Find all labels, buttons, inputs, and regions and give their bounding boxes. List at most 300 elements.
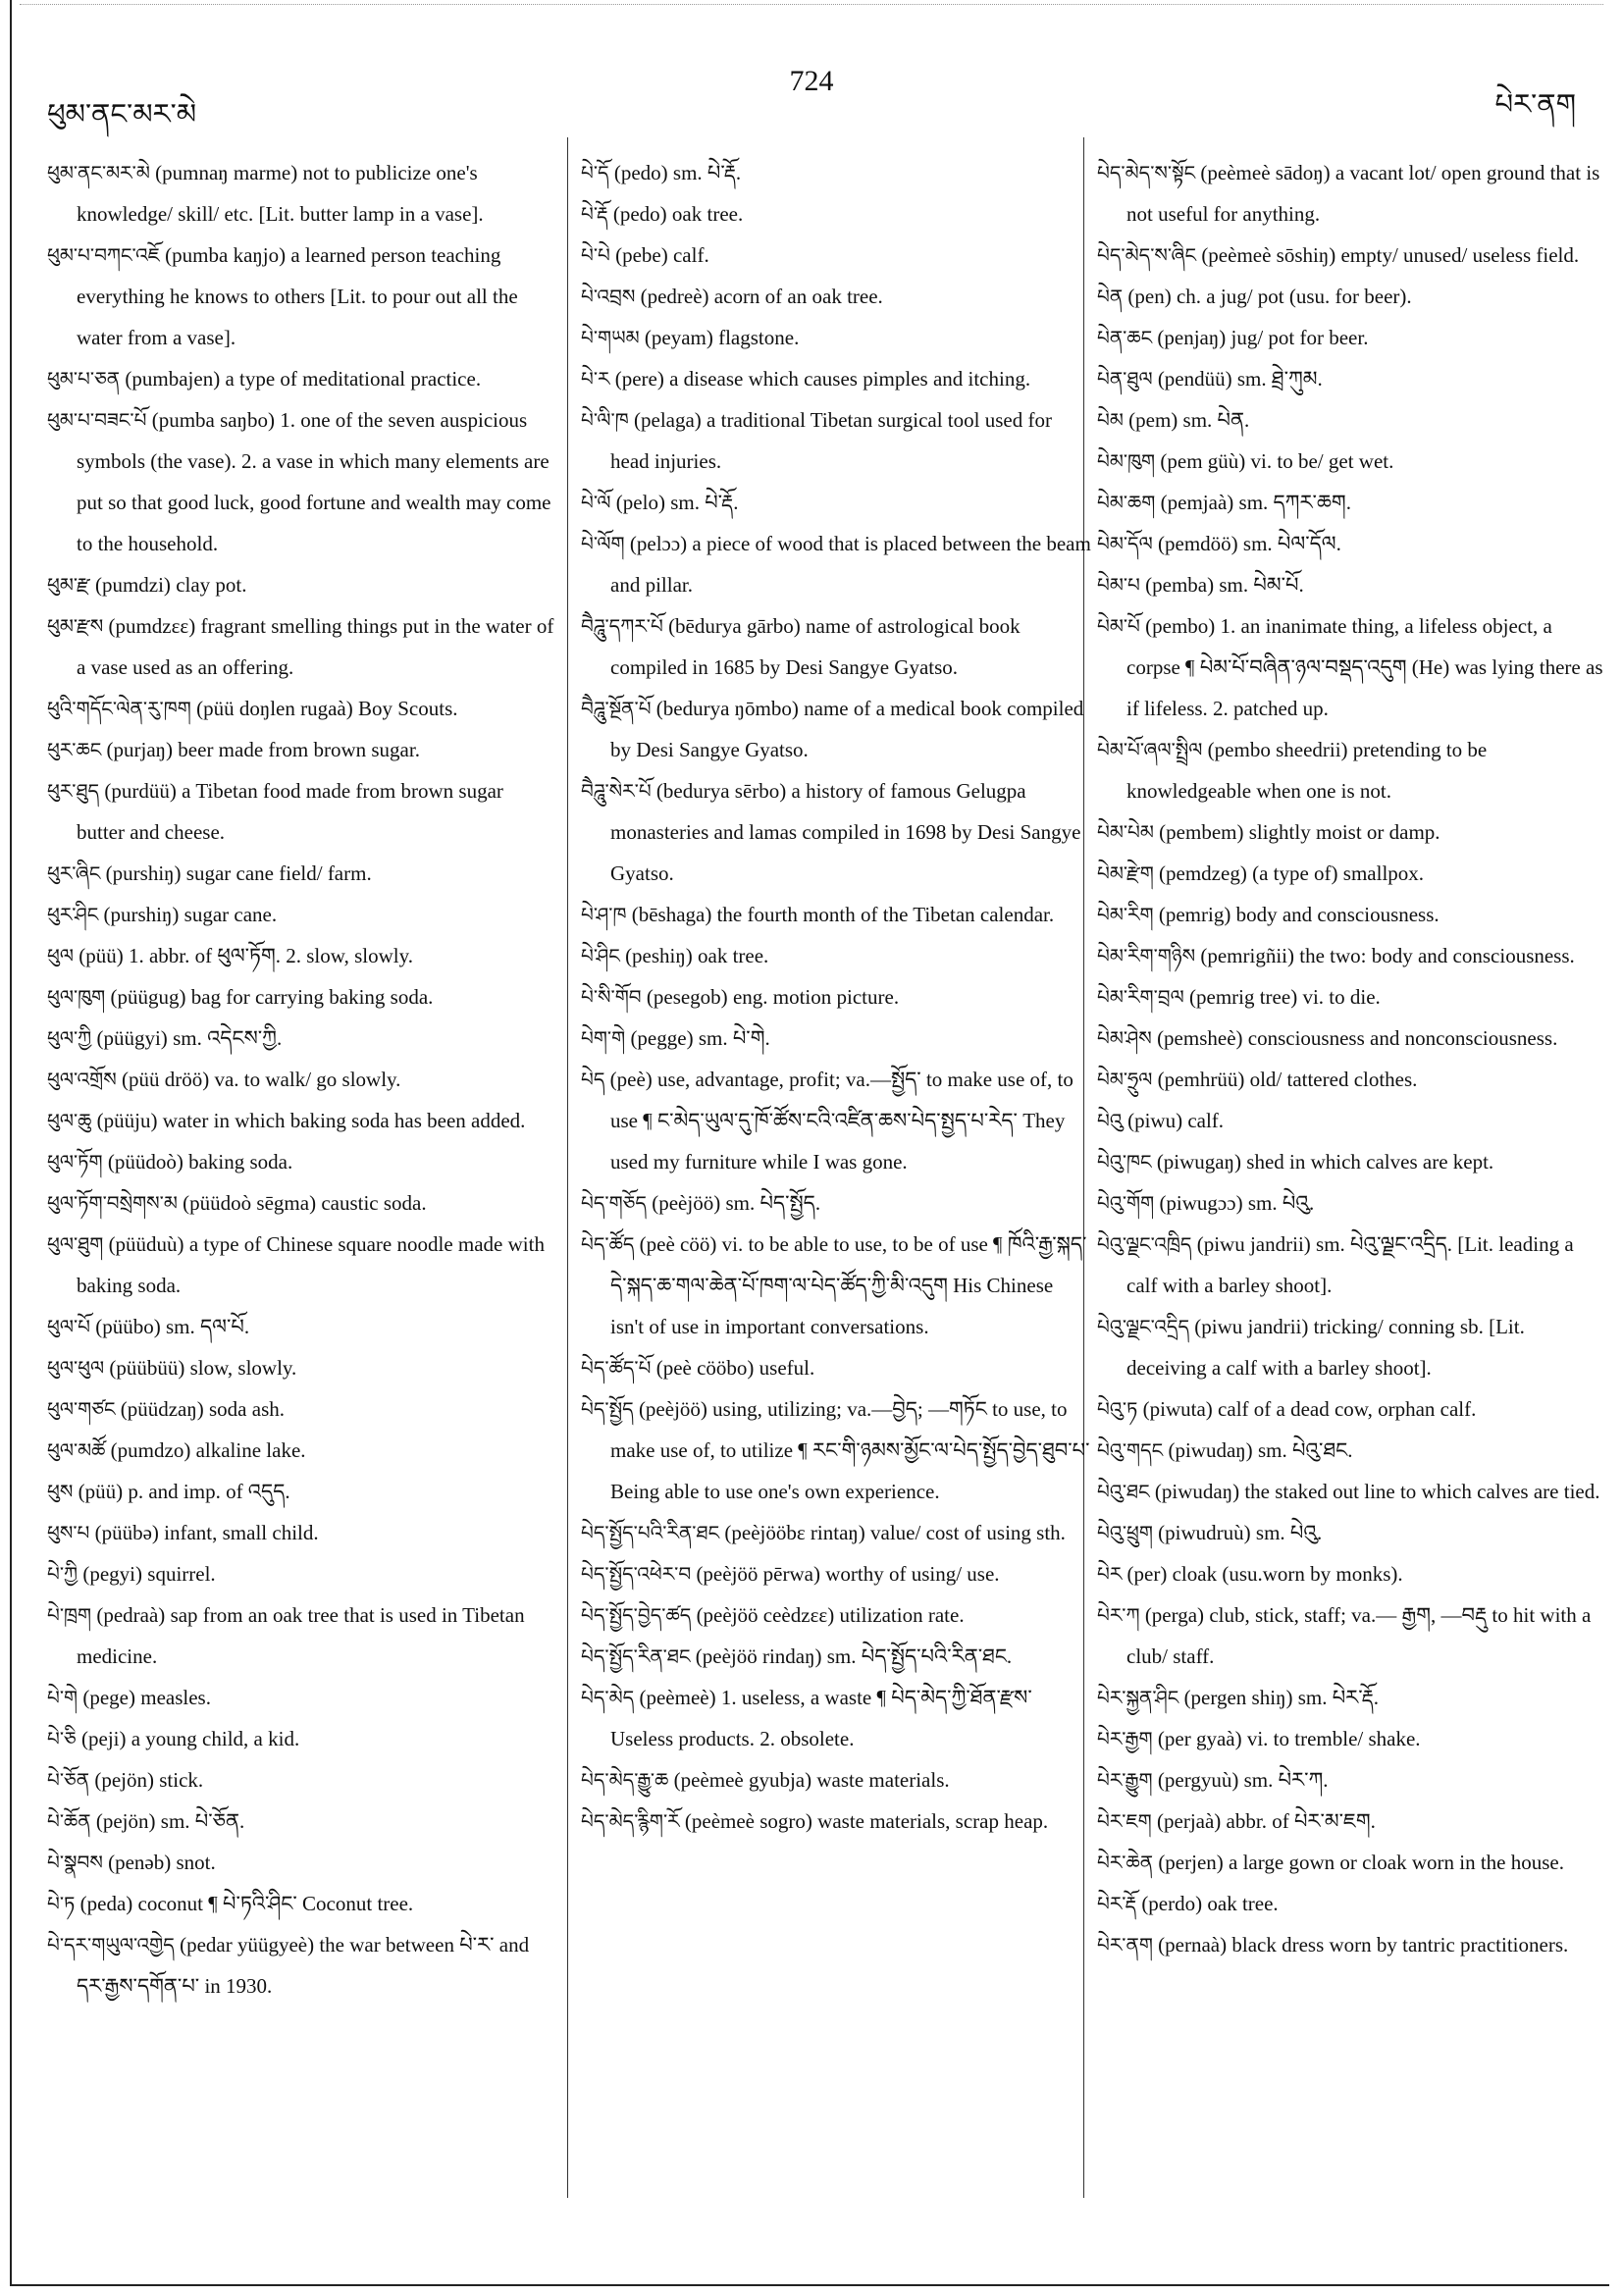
entry-headword: པེར་ཀ (1097, 1603, 1140, 1627)
entry-headword: པེམ་ཁུག (1097, 449, 1156, 473)
entry-definition: consciousness and nonconsciousness. (1247, 1026, 1558, 1050)
entry-headword: པེའུ་ལྗང་འདྲིད (1097, 1315, 1190, 1338)
dictionary-entry (1097, 1800, 1607, 1842)
dictionary-entry (47, 358, 555, 399)
dictionary-entry (47, 399, 555, 564)
entry-transliteration: (pedo) (612, 202, 667, 226)
entry-transliteration: (peè) (609, 1068, 653, 1091)
entry-headword: པེར་ཇག (1097, 1809, 1152, 1833)
entry-transliteration: (pemrigñii) (1200, 944, 1294, 967)
entry-transliteration: (piwudaŋ) (1154, 1480, 1240, 1503)
entry-definition: beer made from brown sugar. (178, 738, 420, 761)
dictionary-entry (581, 894, 1091, 935)
dictionary-entry (47, 1224, 555, 1306)
entry-transliteration: (pebe) (615, 243, 668, 267)
entry-headword: པེ་སི་གོབ (581, 985, 642, 1009)
entry-definition: old/ tattered clothes. (1249, 1068, 1418, 1091)
entry-definition: a type of meditational practice. (225, 367, 482, 391)
entry-headword: ཕུལ (47, 944, 74, 967)
entry-headword: པེར་ཆེན (1097, 1851, 1154, 1874)
entry-definition: sm. པེ་རྡོ. (670, 491, 739, 514)
dictionary-entry (1097, 1182, 1607, 1224)
entry-transliteration: (bedurya ŋōmbo) (655, 697, 799, 720)
page-header (0, 61, 1623, 130)
dictionary-entry (1097, 564, 1607, 605)
entry-transliteration: (pernaà) (1158, 1933, 1228, 1957)
entry-headword: ཕུམ་པ་བཟང་པོ (47, 408, 147, 432)
entry-transliteration: (peèjöö rindaŋ) (695, 1644, 822, 1668)
dictionary-entry (47, 688, 555, 729)
entry-headword: པེམ་པེམ (1097, 820, 1154, 844)
dictionary-entry (581, 399, 1091, 482)
guide-word-right: པེར་ནག (1494, 87, 1576, 121)
entry-transliteration: (püüdoò sēgma) (183, 1191, 317, 1215)
entry-transliteration: (püügyi) (96, 1026, 168, 1050)
entry-definition: abbr. of པེར་མ་ཇག. (1226, 1809, 1376, 1833)
dictionary-entry (581, 688, 1091, 770)
dictionary-entry (1097, 1883, 1607, 1924)
entry-definition: stick. (159, 1768, 204, 1792)
entry-transliteration: (penjaŋ) (1157, 326, 1227, 349)
entry-transliteration: (piwuta) (1142, 1397, 1213, 1421)
dictionary-entry (1097, 894, 1607, 935)
entry-headword: པེ་དར་གཡུལ་འགྱེད (47, 1933, 175, 1957)
entry-transliteration: (piwugɔɔ) (1159, 1191, 1243, 1215)
entry-definition: jug/ pot for beer. (1230, 326, 1369, 349)
dictionary-entry (581, 482, 1091, 523)
entry-transliteration: (pendüü) (1157, 367, 1232, 391)
dictionary-entry (47, 605, 555, 688)
dictionary-entry (47, 1594, 555, 1677)
dictionary-entry (47, 1182, 555, 1224)
entry-transliteration: (pem güù) (1160, 449, 1246, 473)
entry-headword: པེམ་ཆག (1097, 491, 1156, 514)
entry-definition: coconut ¶ པེ་ཏའི་ཤིང་ Coconut tree. (137, 1892, 414, 1915)
entry-definition: sm. འདེངས་ཀྱི. (173, 1026, 283, 1050)
entry-definition: a vacant lot/ open ground that is not useful for anything. (1126, 161, 1600, 226)
entry-headword: པེ་གེ (47, 1686, 79, 1709)
page-number: 724 (789, 65, 834, 97)
entry-definition: sugar cane. (183, 903, 278, 926)
entry-headword: ཕུར་ཞིང (47, 861, 101, 885)
entry-definition: slow, slowly. (189, 1356, 297, 1380)
entry-definition: empty/ unused/ useless field. (1340, 243, 1580, 267)
entry-definition: cloak (usu.worn by monks). (1172, 1562, 1403, 1586)
entry-headword: པེམ་རིག (1097, 903, 1154, 926)
dictionary-entry (47, 1718, 555, 1759)
entry-definition: the fourth month of the Tibetan calendar. (716, 903, 1055, 926)
entry-definition: acorn of an oak tree. (713, 285, 883, 308)
entry-transliteration: (pere) (614, 367, 664, 391)
entry-headword: པེ་སྣབས (47, 1851, 103, 1874)
dictionary-entry (1097, 523, 1607, 564)
entry-transliteration: (püüduù) (108, 1232, 184, 1256)
entry-transliteration: (pejön) (94, 1768, 154, 1792)
entry-definition: sm. པེ་ཅོན. (160, 1809, 245, 1833)
entry-definition: body and consciousness. (1235, 903, 1440, 926)
dictionary-entry (581, 152, 1091, 193)
entry-transliteration: (penəb) (108, 1851, 172, 1874)
entry-definition: name of astrological book compiled in 1685 by Desi Sangye Gyatso. (610, 614, 1021, 679)
entry-headword: པེ་ཆོན (47, 1809, 91, 1833)
entry-headword: ཕུར་ཆང (47, 738, 102, 761)
entry-transliteration: (peèmeè) (639, 1686, 716, 1709)
entry-transliteration: (perjaà) (1157, 1809, 1222, 1833)
entry-headword: པེམ་རྫེག (1097, 861, 1154, 885)
entry-transliteration: (püüdzaŋ) (120, 1397, 204, 1421)
entry-headword: པེ་གཡམ (581, 326, 640, 349)
entry-transliteration: (piwudaŋ) (1168, 1438, 1253, 1462)
entry-definition: a young child, a kid. (131, 1727, 300, 1750)
entry-definition: club, stick, staff; va.— རྒྱག, —བརྡུ to hit with a club/ staff. (1126, 1603, 1592, 1668)
entry-transliteration: (pedraà) (96, 1603, 166, 1627)
entry-definition: sm. པེར་རྡོ. (1297, 1686, 1380, 1709)
entry-transliteration: (bēshaga) (631, 903, 712, 926)
dictionary-entry (1097, 1224, 1607, 1306)
entry-transliteration: (peèjööbɛ rintaŋ) (724, 1521, 865, 1544)
entry-transliteration: (peda) (79, 1892, 133, 1915)
entry-transliteration: (pege) (82, 1686, 135, 1709)
entry-definition: a Tibetan food made from brown sugar butter and cheese. (77, 779, 503, 844)
entry-transliteration: (püübo) (95, 1315, 161, 1338)
entry-headword: པེན་ཐུལ (1097, 367, 1153, 391)
entry-definition: baking soda. (188, 1150, 293, 1174)
dictionary-entry (1097, 729, 1607, 811)
entry-headword: ཕུམ་རྫ (47, 573, 90, 597)
entry-headword: ཕུལ་ཐུག (47, 1232, 104, 1256)
dictionary-entry (47, 1430, 555, 1471)
dictionary-entry (1097, 235, 1607, 276)
dictionary-entry (581, 1018, 1091, 1059)
entry-definition: useful. (759, 1356, 815, 1380)
entry-transliteration: (purdüü) (104, 779, 177, 803)
dictionary-entry (47, 152, 555, 235)
entry-headword: ཕུས་པ (47, 1521, 90, 1544)
left-margin-rule (10, 0, 12, 2286)
entry-transliteration: (bedurya sērbo) (655, 779, 787, 803)
dictionary-entry (47, 1677, 555, 1718)
dictionary-entry (581, 770, 1091, 894)
column-2 (581, 152, 1091, 1842)
entry-definition: use, advantage, profit; va.—སྤྱོད་ to make use of, to use ¶ ང་མེད་ཡུལ་དུ་ཁོ་ཚོས་ངའི་འཛིན་ཆས་པེད་སྤྱད་པ་རེད་ They used my furniture while I was gone. (610, 1068, 1073, 1174)
entry-transliteration: (peèjöö) (638, 1397, 707, 1421)
dictionary-entry (581, 1594, 1091, 1636)
entry-transliteration: (purshiŋ) (103, 903, 180, 926)
entry-headword: པེམ་པ (1097, 573, 1140, 597)
entry-definition: utilization rate. (839, 1603, 965, 1627)
entry-transliteration: (pumdzi) (94, 573, 171, 597)
entry-headword: བཻཌཱུ་སེར་པོ (581, 779, 652, 803)
entry-transliteration: (bēdurya gārbo) (668, 614, 801, 638)
dictionary-entry (47, 1100, 555, 1141)
dictionary-entry (581, 1224, 1091, 1347)
dictionary-entry (1097, 1100, 1607, 1141)
dictionary-entry (581, 605, 1091, 688)
entry-definition: sm. པེའུ་ཐང. (1257, 1438, 1353, 1462)
entry-definition: 1. an inanimate thing, a lifeless object, a corpse ¶ པེམ་པོ་བཞིན་ཉལ་བསྡད་འདུག (He) was lying there as if lifeless. 2. patched up. (1126, 614, 1603, 720)
entry-headword: པེར (1097, 1562, 1123, 1586)
dictionary-entry (1097, 1388, 1607, 1430)
entry-headword: ཕུར་ཤིང (47, 903, 99, 926)
entry-definition: vi. to be/ get wet. (1250, 449, 1394, 473)
entry-headword: པེ་དོ (581, 161, 609, 184)
dictionary-entry (1097, 1471, 1607, 1512)
entry-transliteration: (püü) (78, 1480, 124, 1503)
entry-transliteration: (perjen) (1158, 1851, 1224, 1874)
dictionary-entry (47, 1924, 555, 2007)
entry-transliteration: (pumnaŋ marme) (155, 161, 298, 184)
dictionary-entry (47, 894, 555, 935)
top-dotted-rule (20, 4, 1603, 5)
entry-headword: པེམ་རིག་བྲལ (1097, 985, 1184, 1009)
dictionary-entry (1097, 1553, 1607, 1594)
entry-transliteration: (peyam) (644, 326, 713, 349)
entry-definition: sm. པེ་གེ. (698, 1026, 770, 1050)
entry-headword: པེད་མེད་རྙིག་རོ (581, 1809, 680, 1833)
entry-transliteration: (peji) (81, 1727, 127, 1750)
dictionary-entry (1097, 482, 1607, 523)
entry-headword: པེ་ལོ (581, 491, 611, 514)
entry-transliteration: (per gyaà) (1157, 1727, 1242, 1750)
entry-headword: པེར་རྡོ (1097, 1892, 1137, 1915)
dictionary-entry (1097, 276, 1607, 317)
entry-transliteration: (pem) (1128, 408, 1178, 432)
dictionary-entry (47, 1842, 555, 1883)
entry-definition: 1. abbr. of ཕུལ་ཏོག. 2. slow, slowly. (128, 944, 413, 967)
entry-transliteration: (piwudruù) (1158, 1521, 1251, 1544)
entry-definition: sm. པེའུ. (1247, 1191, 1315, 1215)
entry-transliteration: (peèmeè sogro) (684, 1809, 812, 1833)
dictionary-entry (581, 235, 1091, 276)
entry-headword: ཕུའི་གདོང་ལེན་རུ་ཁག (47, 697, 191, 720)
entry-definition: sm. པེན. (1182, 408, 1250, 432)
dictionary-entry (1097, 1512, 1607, 1553)
entry-definition: the two: body and consciousness. (1299, 944, 1575, 967)
entry-definition: a history of famous Gelugpa monasteries and lamas compiled in 1698 by Desi Sangye Gyatso. (610, 779, 1081, 885)
entry-definition: the staked out line to which calves are tied. (1244, 1480, 1600, 1503)
dictionary-entry (581, 1677, 1091, 1759)
entry-definition: oak tree. (698, 944, 769, 967)
entry-definition: sap from an oak tree that is used in Tibetan medicine. (77, 1603, 525, 1668)
entry-headword: པེ་ཏ (47, 1892, 76, 1915)
entry-headword: པེ་ཤ་ཁ (581, 903, 627, 926)
dictionary-entry (1097, 1677, 1607, 1718)
column-1 (47, 152, 555, 2007)
entry-transliteration: (pemdzeg) (1159, 861, 1247, 885)
entry-transliteration: (pedreè) (640, 285, 709, 308)
entry-definition: ch. a jug/ pot (usu. for beer). (1176, 285, 1412, 308)
entry-transliteration: (püüdoò) (107, 1150, 183, 1174)
entry-headword: ཕུལ་ཀྱི (47, 1026, 92, 1050)
entry-transliteration: (purjaŋ) (106, 738, 174, 761)
entry-headword: པེད་སྤྱོད་པའི་རིན་ཐང (581, 1521, 720, 1544)
entry-headword: པེར་ནག (1097, 1933, 1153, 1957)
entry-definition: slightly moist or damp. (1248, 820, 1440, 844)
entry-definition: value/ cost of using sth. (870, 1521, 1066, 1544)
entry-headword: བཻཌཱུ་སྔོན་པོ (581, 697, 652, 720)
entry-transliteration: (pumba kaŋjo) (165, 243, 287, 267)
dictionary-entry (581, 1182, 1091, 1224)
entry-transliteration: (peèjöö ceèdzɛɛ) (696, 1603, 835, 1627)
entry-definition: oak tree. (671, 202, 744, 226)
dictionary-entry (47, 235, 555, 358)
entry-headword: ཕུལ་ཁུག (47, 985, 106, 1009)
dictionary-entry (1097, 358, 1607, 399)
dictionary-entry (47, 564, 555, 605)
entry-headword: པེད་ཚོད (581, 1232, 635, 1256)
entry-transliteration: (pemsheè) (1157, 1026, 1243, 1050)
entry-definition: a type of Chinese square noodle made with baking soda. (77, 1232, 545, 1297)
entry-definition: sm. པེད་སྤྱོད་པའི་རིན་ཐང. (826, 1644, 1013, 1668)
entry-definition: worthy of using/ use. (825, 1562, 1000, 1586)
entry-transliteration: (pemrig) (1158, 903, 1231, 926)
entry-headword: པེ་རྡོ (581, 202, 608, 226)
dictionary-entry (1097, 811, 1607, 853)
entry-definition: a large gown or cloak worn in the house. (1229, 1851, 1564, 1874)
entry-headword: པེག་གེ (581, 1026, 626, 1050)
entry-headword: པེན་ཆང (1097, 326, 1153, 349)
dictionary-entry (581, 358, 1091, 399)
entry-headword: པེད་གཅོད (581, 1191, 647, 1215)
entry-headword: པེད་སྤྱོད་རིན་ཐང (581, 1644, 691, 1668)
entry-definition: Boy Scouts. (358, 697, 458, 720)
entry-headword: པེམ་དོལ (1097, 532, 1153, 555)
entry-transliteration: (pejön) (95, 1809, 156, 1833)
entry-headword: པེ་ཁྲག (47, 1603, 92, 1627)
dictionary-entry (1097, 1718, 1607, 1759)
entry-transliteration: (pegyi) (82, 1562, 143, 1586)
entry-definition: sm. པེད་སྤྱོད. (725, 1191, 821, 1215)
entry-definition: water in which baking soda has been added. (162, 1109, 526, 1132)
dictionary-entry (1097, 1594, 1607, 1677)
entry-headword: པེམ་རིག་གཉིས (1097, 944, 1196, 967)
entry-headword: པེ་ཅོན (47, 1768, 90, 1792)
dictionary-entry (47, 935, 555, 976)
dictionary-entry (581, 1512, 1091, 1553)
entry-transliteration: (pemhrüü) (1157, 1068, 1245, 1091)
entry-transliteration: (püüju) (96, 1109, 158, 1132)
entry-headword: ཕུར་ཐུད (47, 779, 100, 803)
entry-transliteration: (püübə) (94, 1521, 159, 1544)
entry-definition: shed in which calves are kept. (1246, 1150, 1494, 1174)
entry-headword: པེ་ལོག (581, 532, 625, 555)
entry-headword: པེམ་ཧྲུལ (1097, 1068, 1153, 1091)
dictionary-entry (1097, 1430, 1607, 1471)
entry-definition: vi. to tremble/ shake. (1246, 1727, 1421, 1750)
entry-definition: sm. པེམ་པོ. (1219, 573, 1304, 597)
entry-headword: པེ་ཅི (47, 1727, 77, 1750)
dictionary-entry (47, 1759, 555, 1800)
entry-headword: པེ་ཀྱི (47, 1562, 79, 1586)
dictionary-entry (1097, 1759, 1607, 1800)
dictionary-entry (47, 1512, 555, 1553)
entry-definition: sm. པེའུ་ལྗང་འདྲིད. [Lit. leading a calf with a barley shoot]. (1126, 1232, 1574, 1297)
entry-headword: པེའུ་ཕྲུག (1097, 1521, 1153, 1544)
entry-definition: name of a medical book compiled by Desi Sangye Gyatso. (610, 697, 1084, 761)
dictionary-entry (47, 853, 555, 894)
entry-definition: sm. པེལ་དོལ. (1242, 532, 1341, 555)
entry-definition: not to publicize one's knowledge/ skill/ etc. [Lit. butter lamp in a vase]. (77, 161, 484, 226)
entry-definition: pretending to be knowledgeable when one is not. (1126, 738, 1488, 803)
entry-headword: པེའུ་ཏ (1097, 1397, 1138, 1421)
entry-definition: calf. (672, 243, 709, 267)
entry-definition: vi. to be able to use, to be of use ¶ ཁོའི་རྒྱ་སྐད་དེ་སྐད་ཆ་གལ་ཆེན་པོ་ཁག་ལ་པེད་ཚོད་ཀྱི་མི་འདུག His Chinese isn't of use in important conversations. (610, 1232, 1087, 1338)
dictionary-entry (47, 976, 555, 1018)
entry-transliteration: (pembem) (1159, 820, 1244, 844)
entry-definition: sm. པེའུ. (1255, 1521, 1323, 1544)
column-divider (567, 137, 568, 2198)
entry-headword: པེད་སྤྱོད་བྱེད་ཚད (581, 1603, 692, 1627)
entry-definition: alkaline lake. (195, 1438, 306, 1462)
entry-transliteration: (pumdzo) (110, 1438, 191, 1462)
entry-headword: པེ་པེ (581, 243, 610, 267)
entry-transliteration: (peèmeè gyubja) (673, 1768, 812, 1792)
dictionary-entry (47, 1471, 555, 1512)
dictionary-entry (1097, 605, 1607, 729)
entry-headword: པེ་ར (581, 367, 610, 391)
entry-transliteration: (piwugaŋ) (1156, 1150, 1242, 1174)
entry-headword: པེམ (1097, 408, 1124, 432)
entry-definition: sm. པེ་རྡོ. (672, 161, 742, 184)
entry-transliteration: (piwu) (1127, 1109, 1183, 1132)
column-3 (1097, 152, 1607, 1965)
entry-transliteration: (peè cööbo) (655, 1356, 755, 1380)
entry-transliteration: (püübüü) (109, 1356, 185, 1380)
dictionary-entry (581, 1636, 1091, 1677)
entry-definition: sm. པེར་ཀ. (1243, 1768, 1329, 1792)
entry-transliteration: (pembo sheedrii) (1207, 738, 1348, 761)
entry-transliteration: (pembo) (1145, 614, 1216, 638)
dictionary-entry (581, 1553, 1091, 1594)
dictionary-entry (47, 1388, 555, 1430)
entry-headword: པེའུ་ཁང (1097, 1150, 1152, 1174)
entry-definition: va. to walk/ go slowly. (214, 1068, 401, 1091)
entry-headword: པེད་ཚོད་པོ (581, 1356, 652, 1380)
entry-headword: པེ་ཤིང (581, 944, 620, 967)
entry-transliteration: (perdo) (1141, 1892, 1203, 1915)
entry-headword: ཕུལ་ཏོག་བསྲེགས་མ (47, 1191, 178, 1215)
entry-transliteration: (pemjaà) (1160, 491, 1234, 514)
entry-definition: oak tree. (1207, 1892, 1279, 1915)
entry-headword: བཻཌཱུ་དཀར་པོ (581, 614, 663, 638)
dictionary-entry (1097, 1141, 1607, 1182)
entry-headword: པེའུ་གདང (1097, 1438, 1164, 1462)
entry-headword: པེད་མེད་རྒྱུ་ཆ (581, 1768, 669, 1792)
entry-headword: པེའུ་ལྗང་འཁྲིད (1097, 1232, 1192, 1256)
dictionary-entry (1097, 1924, 1607, 1965)
dictionary-entry (581, 193, 1091, 235)
dictionary-entry (1097, 152, 1607, 235)
entry-definition: a piece of wood that is placed between the beam and pillar. (610, 532, 1091, 597)
entry-definition: a disease which causes pimples and itching. (669, 367, 1031, 391)
dictionary-entry (1097, 1842, 1607, 1883)
entry-definition: sm. དལ་པོ. (165, 1315, 250, 1338)
dictionary-entry (47, 770, 555, 853)
entry-headword: པེམ་པོ (1097, 614, 1140, 638)
entry-transliteration: (püü dröö) (121, 1068, 210, 1091)
entry-transliteration: (peshiŋ) (625, 944, 693, 967)
dictionary-entry (1097, 399, 1607, 441)
dictionary-entry (581, 976, 1091, 1018)
entry-transliteration: (pumba saŋbo) (151, 408, 275, 432)
entry-definition: caustic soda. (321, 1191, 427, 1215)
entry-headword: པེར་སྐྱན་ཤིང (1097, 1686, 1179, 1709)
entry-headword: ཕུམ་པ་ཅན (47, 367, 121, 391)
entry-definition: measles. (140, 1686, 211, 1709)
entry-definition: squirrel. (147, 1562, 216, 1586)
entry-definition: using, utilizing; va.—བྱེད; —གཏོང to use, to make use of, to utilize ¶ རང་གི་ཉམས་མྱོང་ལ་པེད་སྤྱོད་བྱེད་ཐུབ་པ་ Being able to use one's own experience. (610, 1397, 1090, 1503)
entry-definition: a traditional Tibetan surgical tool used for head injuries. (610, 408, 1052, 473)
